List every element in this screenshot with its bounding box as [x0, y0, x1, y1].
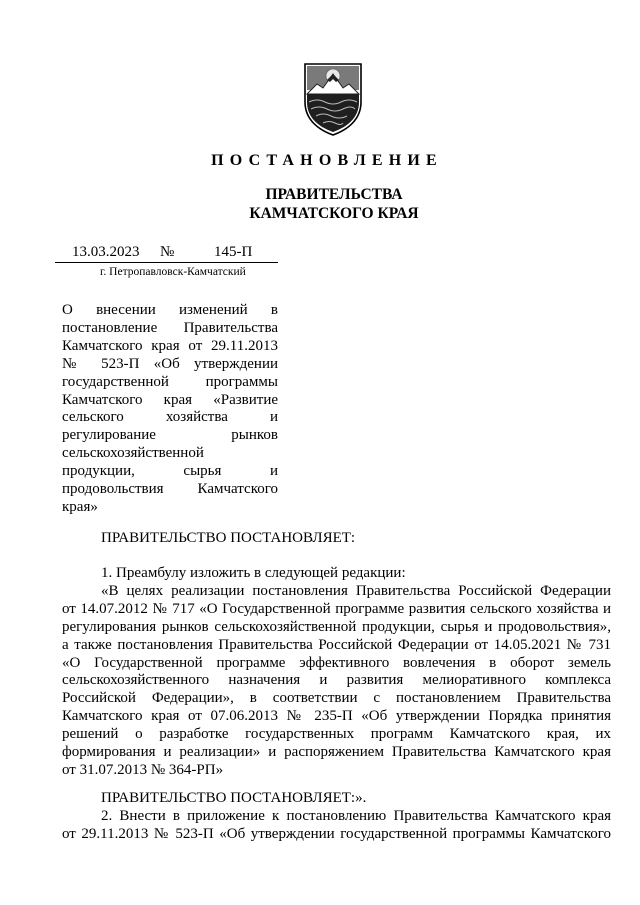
- city-name: г. Петропавловск-Камчатский: [100, 266, 246, 278]
- item-1-line: сельскохозяйственного назначения и развития мелиоративного комплекса: [62, 672, 611, 689]
- item-1-paragraph: [62, 565, 611, 780]
- item-2-paragraph: [62, 808, 611, 844]
- subject-line: регулирование рынков: [62, 427, 278, 444]
- issuer-block: [0, 185, 640, 223]
- item-1-line: решений о разработке государственных программ Камчатского края, их: [62, 726, 611, 743]
- item-1-line: «О Государственной программе эффективного вовлечения в оборот земель: [62, 654, 611, 671]
- document-type-title: ПОСТАНОВЛЕНИЕ: [211, 152, 443, 169]
- subject-line: О внесении изменений в: [62, 302, 278, 318]
- subject-line: государственной программы: [62, 373, 278, 390]
- item-1-line: от 14.07.2012 № 717 «О Государственной программе развития сельского хозяйства и: [62, 600, 611, 617]
- subject-line: продовольствия Камчатского: [62, 481, 278, 498]
- decree-heading: ПРАВИТЕЛЬСТВО ПОСТАНОВЛЯЕТ:: [101, 530, 356, 546]
- subject-line: продукции, сырья и: [62, 463, 278, 480]
- document-subject: [62, 302, 278, 517]
- issuer-line-2: КАМЧАТСКОГО КРАЯ: [249, 205, 419, 222]
- subject-line: постановление Правительства: [62, 319, 278, 336]
- item-2-line: от 29.11.2013 № 523-П «Об утверждении государственной программы Камчатского: [62, 825, 611, 842]
- item-1-line: регулирования рынков сельскохозяйственной продукции, сырья и продовольствия»,: [62, 618, 611, 635]
- item-1-line: от 31.07.2013 № 364-РП»: [62, 761, 224, 778]
- document-date: 13.03.2023: [72, 244, 140, 260]
- subject-line: Камчатского края от 29.11.2013: [62, 337, 278, 354]
- item-1-line: а также постановления Правительства Российской Федерации от 14.05.2021 № 731: [62, 636, 611, 653]
- item-1-line: Камчатского края от 07.06.2013 № 235-П «Об утверждении Порядка принятия: [62, 708, 611, 725]
- subject-line: сельского хозяйства и: [62, 409, 278, 426]
- date-underline: [55, 262, 278, 263]
- subject-line: Камчатского края «Развитие: [62, 391, 278, 408]
- subject-line: края»: [62, 498, 98, 515]
- item-1-line: 1. Преамбулу изложить в следующей редакции:: [101, 565, 406, 581]
- subject-line: сельскохозяйственной: [62, 445, 204, 462]
- item-1-line: Российской Федерации», в соответствии с постановлением Правительства: [62, 690, 611, 707]
- issuer-line-1: ПРАВИТЕЛЬСТВА: [265, 186, 403, 203]
- item-2-line: 2. Внести в приложение к постановлению Правительства Камчатского края: [101, 808, 611, 824]
- decree-heading-quoted: ПРАВИТЕЛЬСТВО ПОСТАНОВЛЯЕТ:».: [101, 790, 367, 806]
- item-1-line: формирования и реализации» и распоряжением Правительства Камчатского края: [62, 744, 611, 761]
- item-1-line: «В целях реализации постановления Правительства Российской Федерации: [101, 582, 611, 599]
- number-sign: №: [160, 244, 175, 260]
- document-number: 145-П: [214, 244, 253, 260]
- coat-of-arms-icon: [303, 62, 363, 136]
- subject-line: № 523-П «Об утверждении: [62, 355, 278, 372]
